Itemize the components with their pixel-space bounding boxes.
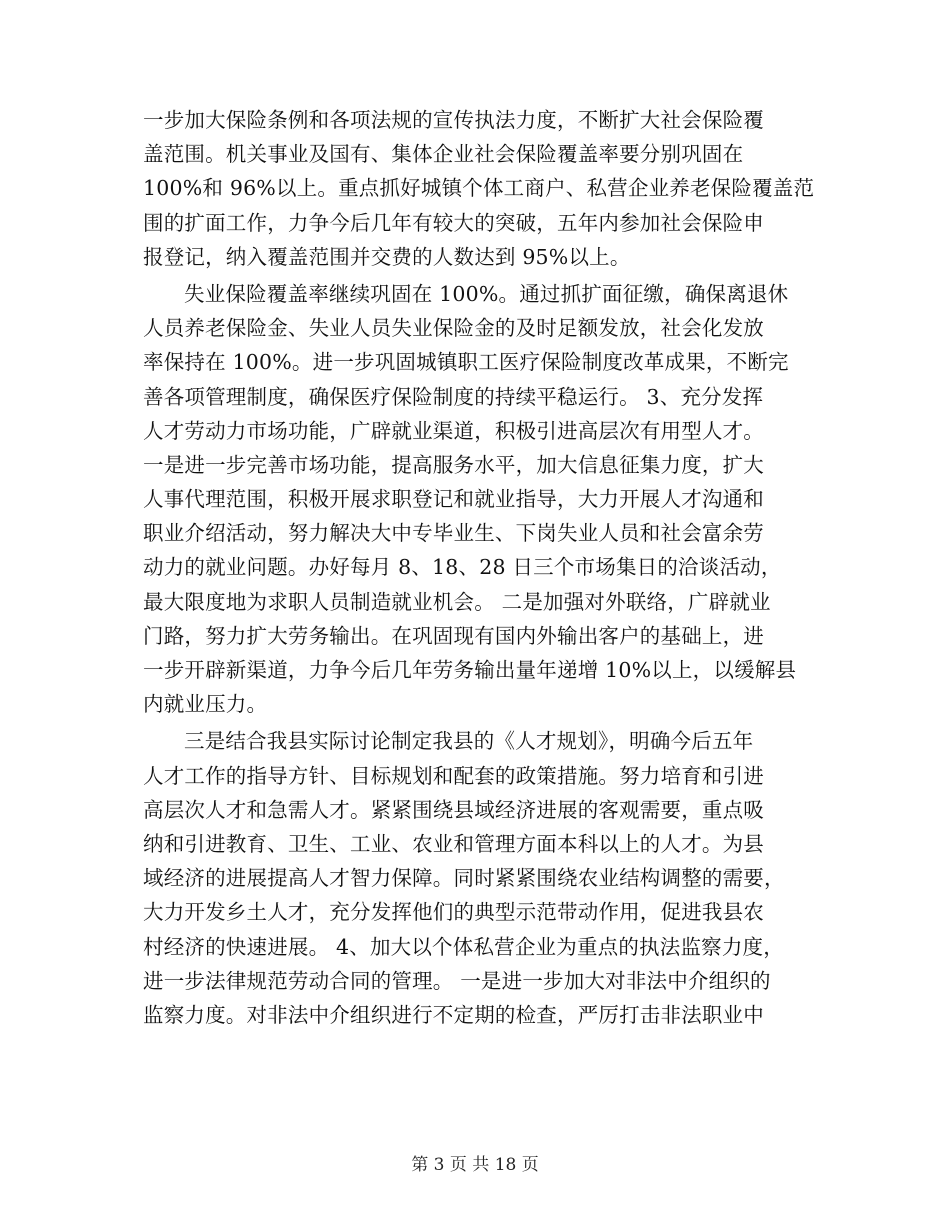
- text-line: 失业保险覆盖率继续巩固在 100%。通过抓扩面征缴，确保离退休: [184, 281, 789, 306]
- text-line: 最大限度地为求职人员制造就业机会。 二是加强对外联络，广辟就业: [143, 589, 771, 614]
- text-line: 一步加大保险条例和各项法规的宣传执法力度，不断扩大社会保险覆: [143, 108, 764, 132]
- text-line: 职业介绍活动，努力解决大中专毕业生、下岗失业人员和社会富余劳: [143, 521, 764, 546]
- document-body: [143, 103, 815, 1032]
- page-footer: 第 3 页 共 18 页: [411, 1155, 539, 1175]
- text-line: 内就业压力。: [143, 692, 268, 717]
- text-line: 善各项管理制度，确保医疗保险制度的持续平稳运行。 3、充分发挥: [143, 384, 764, 409]
- text-line: 报登记，纳入覆盖范围并交费的人数达到 95%以上。: [143, 244, 631, 269]
- text-line: 进一步法律规范劳动合同的管理。 一是进一步加大对非法中介组织的: [143, 968, 771, 993]
- text-line: 100%和 96%以上。重点抓好城镇个体工商户、私营企业养老保险覆盖范: [143, 176, 815, 201]
- paragraph: [143, 277, 815, 721]
- text-line: 监察力度。对非法中介组织进行不定期的检查，严厉打击非法职业中: [143, 1002, 764, 1027]
- text-line: 大力开发乡土人才，充分发挥他们的典型示范带动作用，促进我县农: [143, 900, 764, 925]
- text-line: 盖范围。机关事业及国有、集体企业社会保险覆盖率要分别巩固在: [143, 142, 744, 167]
- text-line: 域经济的进展提高人才智力保障。同时紧紧围绕农业结构调整的需要，: [143, 866, 785, 891]
- paragraph: [143, 724, 815, 1032]
- paragraph: [143, 103, 815, 274]
- text-line: 人才劳动力市场功能，广辟就业渠道，积极引进高层次有用型人才。: [143, 418, 764, 443]
- text-line: 人事代理范围，积极开展求职登记和就业指导，大力开展人才沟通和: [143, 487, 764, 512]
- text-line: 门路，努力扩大劳务输出。在巩固现有国内外输出客户的基础上，进: [143, 623, 764, 648]
- text-line: 围的扩面工作，力争今后几年有较大的突破，五年内参加社会保险申: [143, 210, 764, 235]
- text-line: 高层次人才和急需人才。紧紧围绕县域经济进展的客观需要，重点吸: [143, 797, 764, 822]
- text-line: 一是进一步完善市场功能，提高服务水平，加大信息征集力度，扩大: [143, 452, 764, 477]
- text-line: 动力的就业问题。办好每月 8、18、28 日三个市场集日的洽谈活动，: [143, 555, 782, 580]
- text-line: 率保持在 100%。进一步巩固城镇职工医疗保险制度改革成果，不断完: [143, 350, 789, 375]
- text-line: 三是结合我县实际讨论制定我县的《人才规划》，明确今后五年: [184, 729, 754, 754]
- text-line: 人员养老保险金、失业人员失业保险金的及时足额发放，社会化发放: [143, 316, 764, 341]
- text-line: 人才工作的指导方针、目标规划和配套的政策措施。努力培育和引进: [143, 763, 764, 788]
- text-line: 一步开辟新渠道，力争今后几年劳务输出量年递增 10%以上，以缓解县: [143, 658, 797, 682]
- text-line: 村经济的快速进展。 4、加大以个体私营企业为重点的执法监察力度，: [143, 934, 784, 959]
- text-line: 纳和引进教育、卫生、工业、农业和管理方面本科以上的人才。为县: [143, 831, 764, 856]
